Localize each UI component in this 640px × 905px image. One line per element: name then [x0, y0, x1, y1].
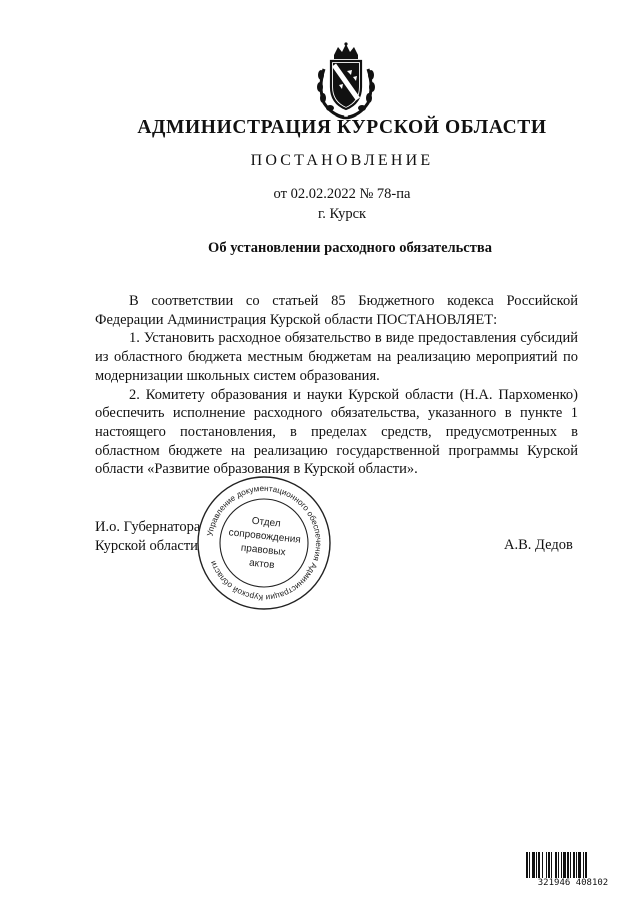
- stamp-line-4: актов: [248, 557, 275, 572]
- barcode-bars: [526, 852, 620, 880]
- clause-2-paragraph: 2. Комитету образования и науки Курской области (Н.А. Пархоменко) обеспечить исполнение расходного обязательства, указанного в пункте 1 настоящего постановления, в пределах средств, предусмотренных в областном бюджете на реализацию государственной программы Курской области «Развитие образования в Курской области».: [95, 386, 578, 478]
- stamp-ring-text: Управление документационного обеспечения Администрации Курской области: [205, 483, 324, 603]
- official-stamp: [196, 475, 332, 611]
- kursk-coat-of-arms-emblem: [314, 41, 378, 121]
- signatory-name: А.В. Дедов: [504, 537, 573, 553]
- stamp-line-1: Отдел: [251, 515, 282, 530]
- signatory-position-line1: И.о. Губернатора: [95, 519, 201, 535]
- stamp-line-3: правовых: [240, 542, 287, 559]
- signatory-position: [95, 518, 200, 556]
- barcode-digits: 321946 408102: [526, 878, 620, 888]
- clause-1-paragraph: 1. Установить расходное обязательство в виде предоставления субсидий из областного бюджета местным бюджетам на реализацию мероприятий по модернизации школьных систем образования.: [95, 330, 578, 384]
- stamp-line-2: сопровождения: [228, 527, 302, 546]
- document-barcode: [526, 852, 620, 890]
- signatory-position-line2: Курской области: [95, 538, 198, 554]
- preamble-paragraph: В соответствии со статьей 85 Бюджетного кодекса Российской Федерации Администрация Курской области ПОСТАНОВЛЯЕТ:: [95, 293, 578, 328]
- organization-title: АДМИНИСТРАЦИЯ КУРСКОЙ ОБЛАСТИ: [137, 117, 547, 138]
- document-body: [95, 292, 578, 479]
- document-type: ПОСТАНОВЛЕНИЕ: [250, 152, 434, 169]
- document-date-number: от 02.02.2022 № 78-па: [273, 186, 411, 202]
- document-place: г. Курск: [317, 206, 367, 222]
- document-subject: Об установлении расходного обязательства: [208, 240, 492, 256]
